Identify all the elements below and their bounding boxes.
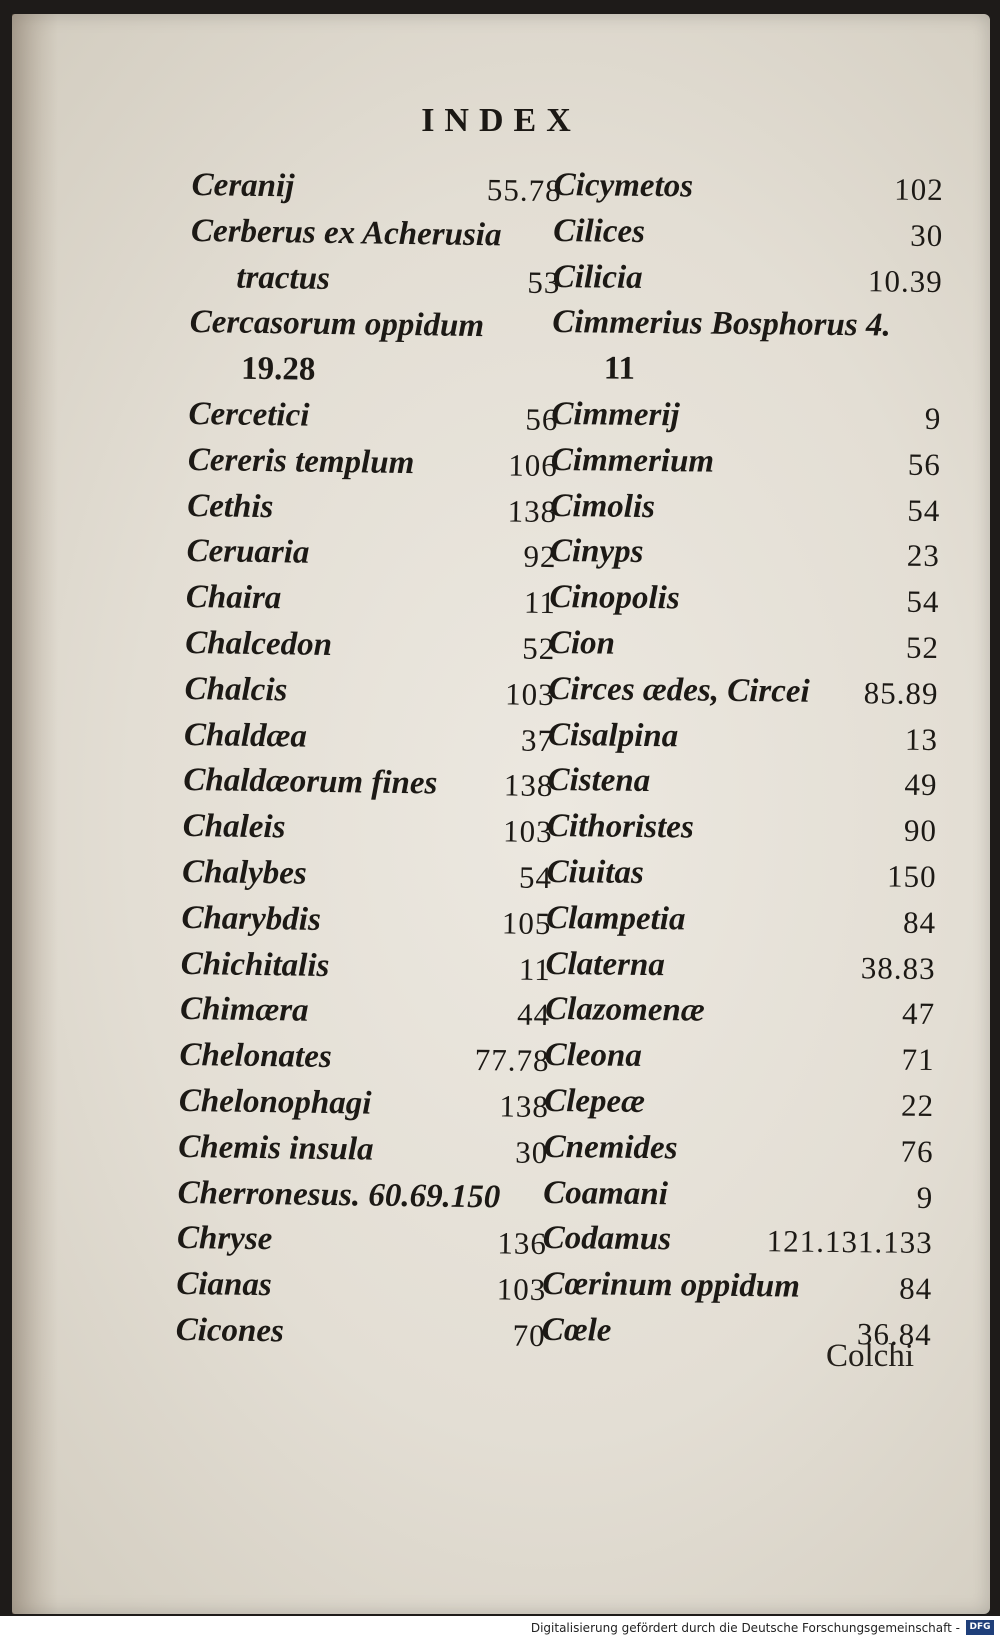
index-entry (552, 346, 942, 396)
page-reference: 49 (904, 767, 938, 803)
page-reference: 9 (924, 400, 942, 437)
page-reference: 22 (900, 1087, 935, 1123)
funding-notice: Digitalisierung gefördert durch die Deutsche Forschungsgemeinschaft - (530, 1621, 960, 1635)
page-reference: 138 (503, 767, 554, 804)
digitization-footer (0, 1616, 1000, 1641)
index-entry (545, 987, 935, 1037)
index-entry (179, 1033, 550, 1084)
index-term: Cleona (544, 1037, 643, 1075)
page-reference: 54 (906, 583, 940, 620)
index-term: Clampetia (545, 899, 686, 938)
page-reference: 55.78 (486, 172, 562, 209)
index-term: Cisalpina (547, 716, 679, 754)
index-entry (553, 209, 943, 259)
index-entry (182, 804, 553, 855)
index-term: Chichitalis (180, 945, 330, 984)
index-entry (546, 896, 936, 946)
index-entry (178, 1125, 549, 1176)
catchword: Colchi (826, 1338, 914, 1374)
page-reference: 52 (522, 630, 556, 667)
index-term: Cithoristes (546, 808, 694, 846)
page-reference: 102 (894, 171, 944, 208)
index-term: Cianas (176, 1266, 272, 1304)
page-reference: 30 (514, 1134, 549, 1170)
index-entry (548, 713, 938, 763)
index-entry (182, 850, 553, 901)
index-entry (179, 1079, 550, 1130)
index-term: Chaira (185, 579, 282, 617)
index-entry (547, 804, 937, 854)
index-entry (549, 621, 939, 671)
index-term: Cimmerij (551, 395, 680, 434)
page-reference: 90 (903, 812, 938, 849)
index-entry (175, 1308, 546, 1359)
index-entry (180, 987, 551, 1038)
page-reference: 38.83 (860, 949, 936, 986)
page-reference: 103 (504, 676, 555, 712)
index-column-left (175, 163, 562, 1359)
index-term: Chalcis (184, 670, 288, 709)
index-entry (544, 1033, 934, 1083)
index-entry (552, 300, 942, 350)
page-reference: 44 (516, 996, 551, 1033)
index-entry (188, 392, 559, 443)
page-reference: 30 (910, 217, 944, 253)
index-entry (544, 1079, 934, 1129)
page-reference: 138 (499, 1088, 550, 1125)
index-entry (191, 209, 562, 260)
page-reference: 11 (518, 951, 552, 987)
index-term: Cœle (541, 1311, 612, 1349)
index-entry (177, 1170, 548, 1221)
page-reference: 103 (496, 1271, 547, 1308)
index-term: Claterna (545, 945, 666, 983)
page-reference: 105 (501, 905, 552, 941)
index-entry (550, 529, 940, 579)
index-term: tractus (236, 259, 331, 297)
page-reference: 36.84 (856, 1316, 932, 1352)
index-entry (191, 163, 562, 214)
index-entry (189, 346, 560, 397)
page-reference: 10.39 (867, 262, 943, 299)
index-term: Cœrinum oppidum (542, 1266, 801, 1305)
page-reference: 52 (905, 629, 940, 666)
page-reference: 84 (902, 904, 937, 940)
index-term: Ceruaria (186, 533, 310, 572)
index-term: Clepeæ (543, 1082, 646, 1120)
index-entry (551, 392, 941, 442)
page-reference: 121.131.133 (766, 1223, 933, 1261)
index-term: Cilices (553, 212, 646, 250)
page-reference: 71 (901, 1041, 935, 1078)
index-term: Chaldæa (183, 716, 308, 755)
page-reference: 53 (527, 264, 561, 300)
index-term: Chaleis (182, 808, 286, 846)
index-term: Chalcedon (185, 624, 333, 663)
page-reference: 138 (507, 493, 558, 529)
page-reference: 54 (518, 859, 553, 896)
page-reference: 56 (525, 401, 559, 438)
index-term: Cicones (175, 1311, 285, 1350)
index-term: Cilicia (552, 258, 643, 296)
index-term: 11 (603, 350, 636, 388)
book-page (12, 14, 990, 1614)
index-term: Cinopolis (549, 579, 680, 617)
index-term: Chryse (176, 1220, 273, 1258)
index-term: Cercasorum oppidum (189, 304, 485, 345)
index-entry (188, 438, 559, 489)
index-entry (549, 575, 939, 625)
index-entry (545, 942, 935, 992)
page-reference: 23 (906, 538, 941, 574)
page-reference: 11 (523, 584, 557, 621)
page-reference: 150 (886, 858, 937, 894)
index-entry (554, 163, 944, 213)
index-entry (542, 1216, 932, 1266)
index-term: Ceranij (191, 166, 295, 205)
page-heading: INDEX (421, 102, 581, 139)
index-column-right (542, 163, 944, 1358)
index-entry (543, 1170, 933, 1220)
index-term: Codamus (542, 1220, 672, 1258)
index-term: Cimmerius Bosphorus 4. (552, 304, 891, 344)
index-term: Cinyps (549, 533, 644, 571)
index-entry (550, 484, 940, 534)
index-entry (190, 255, 561, 306)
index-term: Chelonophagi (178, 1082, 372, 1122)
page-reference: 84 (899, 1270, 933, 1307)
index-entry (551, 438, 941, 488)
index-entry (189, 300, 560, 351)
index-term: Clazomenæ (544, 991, 705, 1029)
index-term: Charybdis (181, 899, 322, 938)
index-term: Chaldæorum fines (183, 762, 438, 802)
index-entry (548, 667, 938, 717)
index-term: Cercetici (188, 395, 310, 434)
page-reference: 70 (512, 1317, 546, 1353)
index-term: Cimolis (550, 487, 656, 525)
page-reference: 54 (907, 492, 941, 528)
index-entry (542, 1262, 932, 1312)
index-term: Cereris templum (187, 441, 415, 481)
dfg-logo-icon: DFG (966, 1620, 994, 1635)
index-entry (181, 896, 552, 947)
index-entry (543, 1125, 933, 1175)
page-reference: 47 (901, 996, 936, 1032)
page-reference: 103 (502, 813, 553, 850)
page-reference: 37 (520, 722, 555, 758)
index-entry (176, 1262, 547, 1313)
index-entry (187, 484, 558, 535)
index-entry (186, 575, 557, 626)
index-entry (547, 758, 937, 808)
index-term: Chemis insula (178, 1128, 374, 1168)
page-gutter-shadow (12, 14, 58, 1614)
index-entry (553, 255, 943, 305)
index-entry (185, 621, 556, 672)
index-entry (183, 758, 554, 809)
index-entry (184, 713, 555, 764)
index-term: Cimmerium (550, 441, 715, 480)
index-term: Chalybes (181, 853, 308, 892)
index-term: Cerberus ex Acherusia (190, 212, 502, 254)
index-entry (184, 667, 555, 718)
index-entry (186, 529, 557, 580)
index-term: Coamani (543, 1174, 669, 1212)
index-term: Circes ædes, Circei (548, 670, 810, 710)
page-reference: 92 (523, 539, 557, 575)
page-reference: 85.89 (863, 675, 939, 711)
index-term: Cicymetos (553, 166, 694, 205)
index-term: Cherronesus. 60.69.150 (177, 1174, 501, 1215)
index-term: Ciuitas (546, 853, 644, 891)
page-reference: 77.78 (474, 1042, 550, 1079)
page-reference: 56 (907, 446, 942, 482)
index-term: Chimæra (179, 991, 309, 1030)
index-entry (177, 1216, 548, 1267)
page-reference: 76 (900, 1133, 934, 1169)
index-term: Cethis (186, 487, 274, 525)
page-reference: 13 (904, 721, 939, 757)
page-reference: 106 (508, 447, 559, 483)
index-term: Cion (548, 624, 616, 662)
index-term: Chelonates (179, 1037, 332, 1076)
index-term: 19.28 (240, 350, 316, 388)
index-term: Cnemides (543, 1128, 678, 1167)
index-term: Cistena (547, 762, 651, 800)
page-reference: 136 (497, 1225, 548, 1262)
index-entry (546, 850, 936, 900)
index-entry (180, 941, 551, 992)
page-reference: 9 (916, 1179, 934, 1215)
